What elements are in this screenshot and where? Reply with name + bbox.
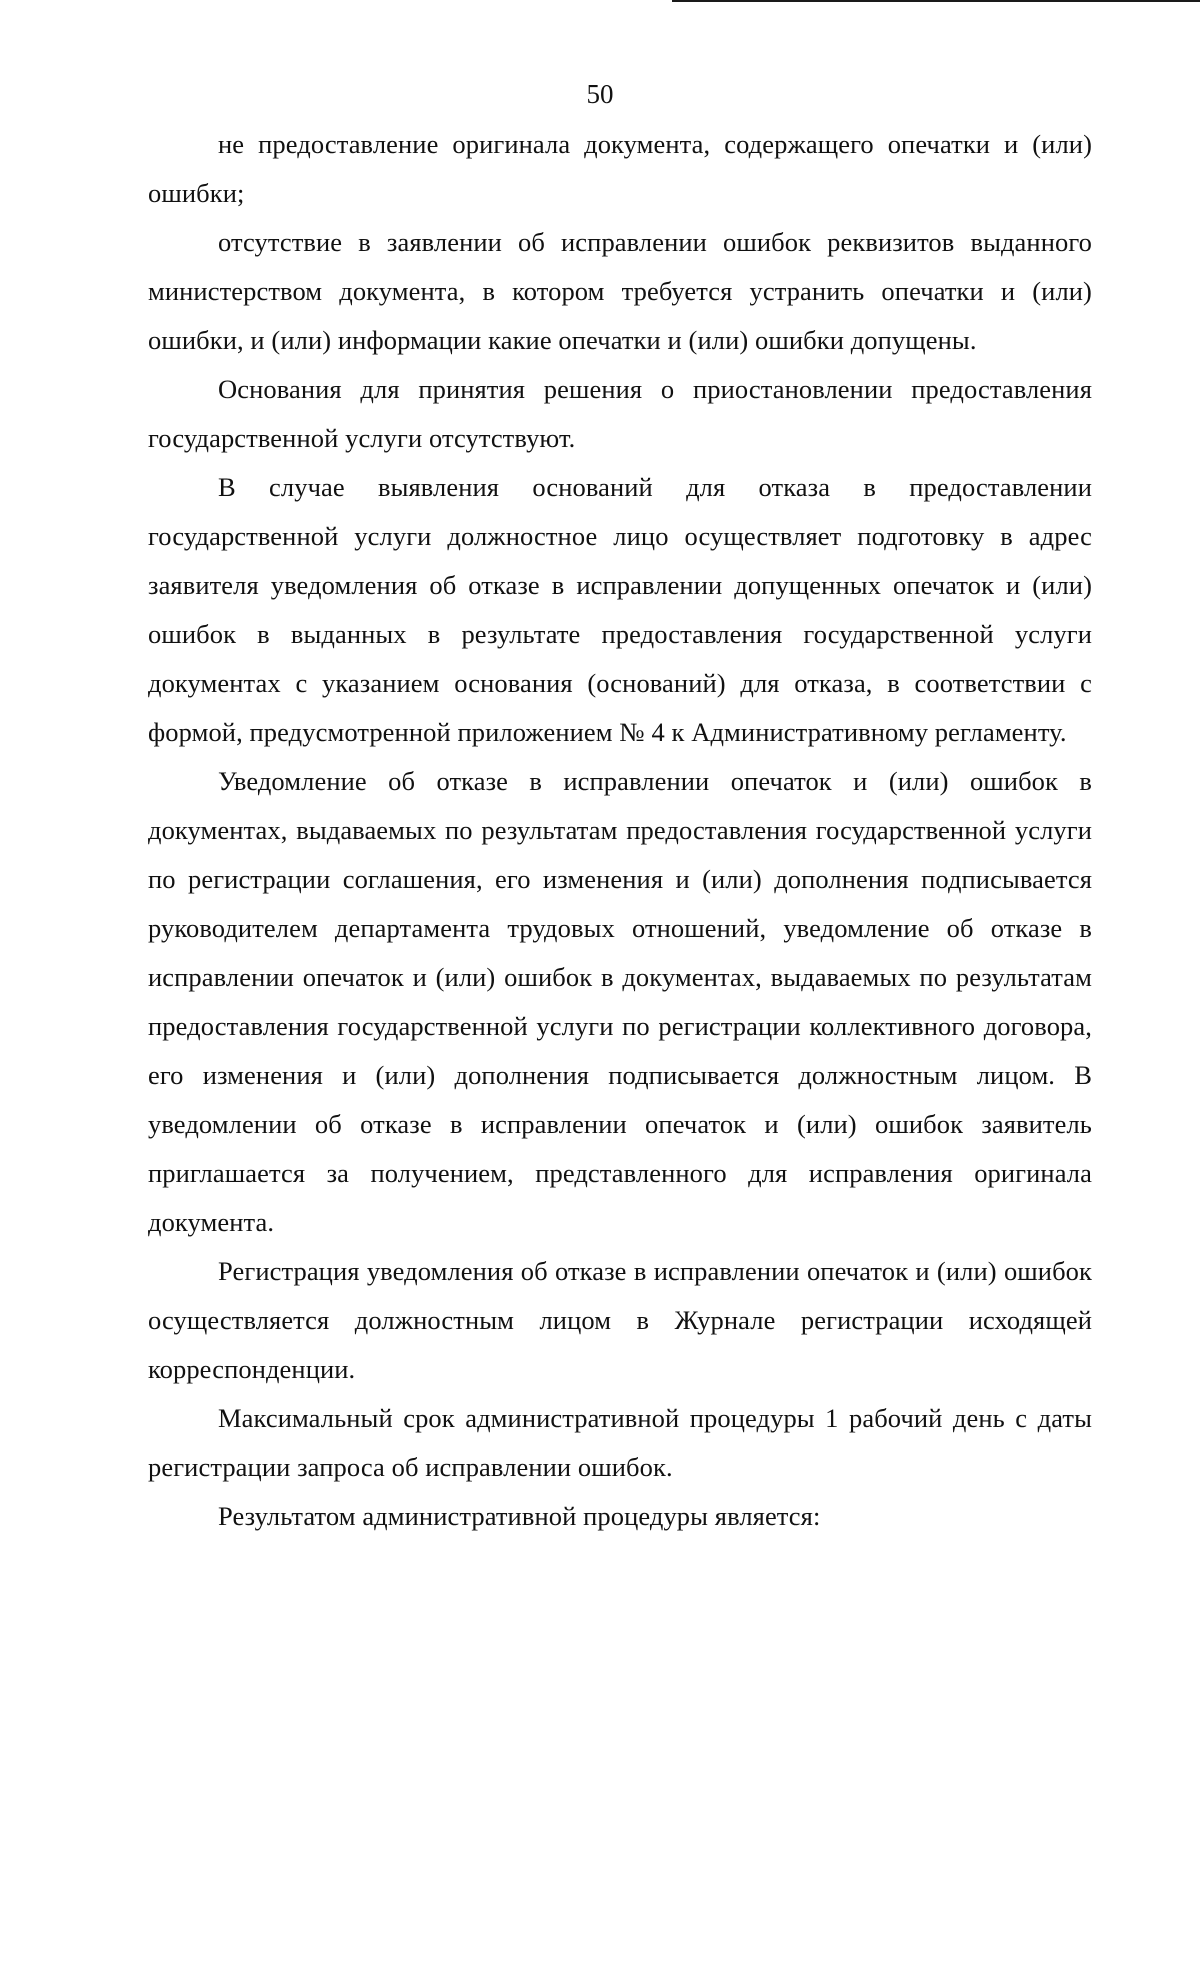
- paragraph-notification-registration: Регистрация уведомления об отказе в исправлении опечаток и (или) ошибок осуществляется должностным лицом в Журнале регистрации исходящей корреспонденции.: [148, 1256, 1092, 1384]
- page-number: 50: [586, 79, 614, 109]
- top-border-line: [672, 0, 1200, 2]
- paragraph-notification-signing: Уведомление об отказе в исправлении опечаток и (или) ошибок в документах, выдаваемых по результатам предоставления государственной услуги по регистрации соглашения, его изменения и (или) дополнения подписывается руководителем департамента трудовых отношений, уведомление об отказе в исправлении опечаток и (или) ошибок в документах, выдаваемых по результатам предоставления государственной услуги по регистрации коллективного договора, его изменения и (или) дополнения подписывается должностным лицом. В уведомлении об отказе в исправлении опечаток и (или) ошибок заявитель приглашается за получением, представленного для исправления оригинала документа.: [148, 766, 1092, 1237]
- document-body: [148, 120, 1092, 1541]
- paragraph-missing-requisites: отсутствие в заявлении об исправлении ошибок реквизитов выданного министерством документа, в котором требуется устранить опечатки и (или) ошибки, и (или) информации какие опечатки и (или) ошибки допущены.: [148, 227, 1092, 355]
- paragraph-refusal-notification: В случае выявления оснований для отказа в предоставлении государственной услуги должностное лицо осуществляет подготовку в адрес заявителя уведомления об отказе в исправлении допущенных опечаток и (или) ошибок в выданных в результате предоставления государственной услуги документах с указанием основания (оснований) для отказа, в соответствии с формой, предусмотренной приложением № 4 к Административному регламенту.: [148, 472, 1092, 747]
- paragraph-max-duration: Максимальный срок административной процедуры 1 рабочий день с даты регистрации запроса об исправлении ошибок.: [148, 1403, 1092, 1482]
- paragraph-original-not-provided: не предоставление оригинала документа, содержащего опечатки и (или) ошибки;: [148, 129, 1092, 208]
- paragraph-procedure-result: Результатом административной процедуры является:: [218, 1501, 821, 1531]
- paragraph-no-suspension-grounds: Основания для принятия решения о приостановлении предоставления государственной услуги отсутствуют.: [148, 374, 1092, 453]
